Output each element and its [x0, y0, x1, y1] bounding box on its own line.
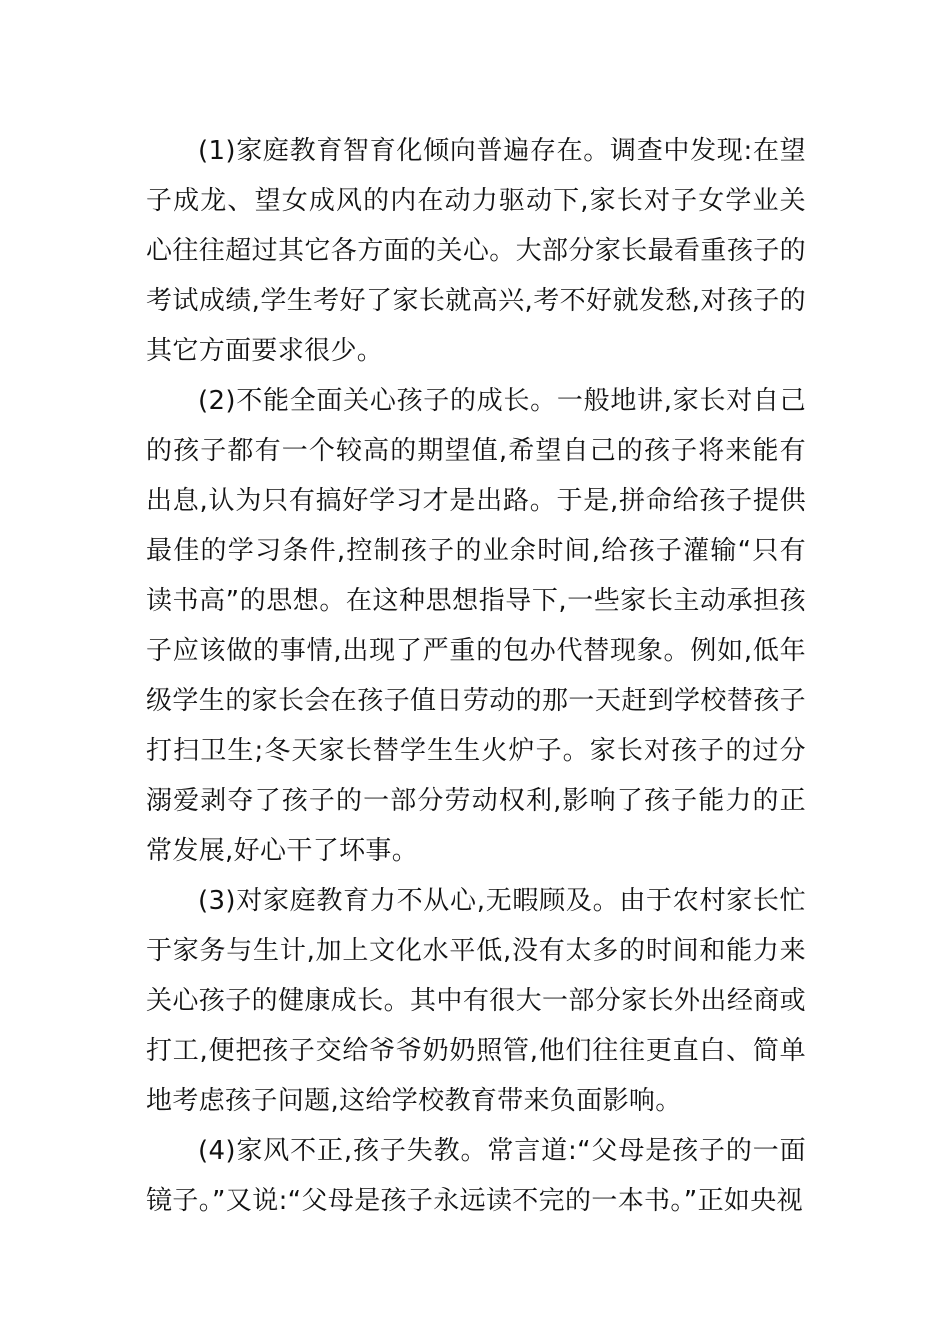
paragraph-2: (2)不能全面关心孩子的成长。一般地讲,家长对自己的孩子都有一个较高的期望值,希望自己的孩子将来能有出息,认为只有搞好学习才是出路。于是,拼命给孩子提供最佳的学习条件,控制孩子的业余时间,给孩子灌输“只有读书高”的思想。在这种思想指导下,一些家长主动承担孩子应该做的事情,出现了严重的包办代替现象。例如,低年级学生的家长会在孩子值日劳动的那一天赶到学校替孩子打扫卫生;冬天家长替学生生火炉子。家长对孩子的过分溺爱剥夺了孩子的一部分劳动权利,影响了孩子能力的正常发展,好心干了坏事。	[146, 386, 806, 866]
paragraph-3: (3)对家庭教育力不从心,无暇顾及。由于农村家长忙于家务与生计,加上文化水平低,没有太多的时间和能力来关心孩子的健康成长。其中有很大一部分家长外出经商或打工,便把孩子交给爷爷奶奶照管,他们往往更直白、简单地考虑孩子问题,这给学校教育带来负面影响。	[146, 886, 806, 1116]
paragraph-1: (1)家庭教育智育化倾向普遍存在。调查中发现:在望子成龙、望女成风的内在动力驱动下,家长对子女学业关心往往超过其它各方面的关心。大部分家长最看重孩子的考试成绩,学生考好了家长就高兴,考不好就发愁,对孩子的其它方面要求很少。	[146, 136, 806, 366]
paragraph-4: (4)家风不正,孩子失教。常言道:“父母是孩子的一面镜子。”又说:“父母是孩子永远读不完的一本书。”正如央视	[146, 1136, 806, 1216]
document-body	[146, 126, 806, 1226]
